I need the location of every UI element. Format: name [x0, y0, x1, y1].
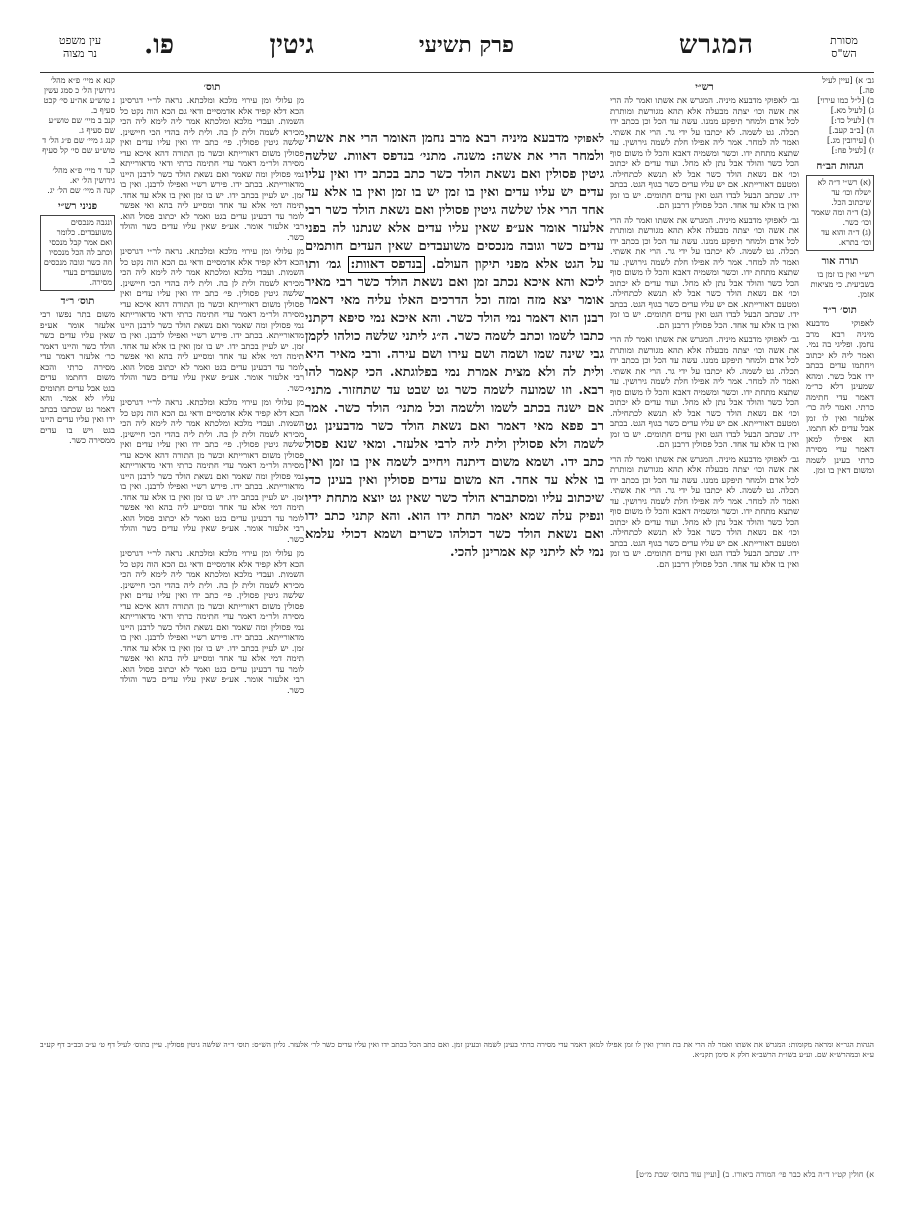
tosafot-rid-title-right: תוס׳ ר״ד	[823, 305, 857, 316]
rashi-title: רש״י	[695, 82, 714, 93]
tosafot-rid-text-right: לאפוקי מדבעא מיניה רבא מרב נחמן. ופליגי בה נמי. ואמר ליה לא יכתוב ויחתמו עדים בכתב ידו אבל כשר. ומהא שמעינן דלא כר״מ דאמר עדי חתימה כרתי. ואמר ליה כר׳ אלעזר ואין לו זמן אבל עדים לא חתמו. הא אפילו למאן דאמר עדי מסירה כרתי בעינן לשמה ומשום דאין בו זמן.	[806, 319, 874, 476]
tosafot-column	[120, 76, 304, 1036]
daf-label: פו.	[144, 30, 174, 60]
tosafot-text-cont: מן עלולי ומן עירוי מלכא ומלכתא. נראה לר״י דגרסינן הכא דלא קפיד אלא אדמסיים ודאי גם הכא הוה נקט כל השמות. ועבדי מלכא ומלכתא אמר ליה לימא ליה הכי מכירא לשמה ולית לן בה. ולית ליה בהדי הכי חיישינן. שלשה גיטין פסולין. פי׳ כתב ידו ואין עליו עדים ואין פסולין משום דאורייתא וכשר מן התורה דהא איכא עדי מסירה ולר״מ דאמר עדי חתימה כרתי ודאי מדאורייתא נמי פסולין ומה שאמר ואם נשאת הולד כשר לרבנן היינו מדאורייתא. בכתב ידו. פירש רש״י ואפילו לרבנן. ואין בו זמן. יש לעיין בכתב ידו. יש בו זמן ואין בו אלא עד אחד. תימה דמי אלא עד אחד ומסייע ליה בהא ואי אפשר לומר עד דבעינן עדים בגט ואמר לא יכתוב פסול הוא. רבי אלעזר אומר. אע״פ שאין עליו עדים כשר והולד כשר.	[120, 247, 304, 394]
ein-mishpat-label: עין משפט נר מצוה	[58, 34, 102, 60]
rashi-text-cont: גב׳ לאפוקי מדבעא מיניה. המגרש את אשתו ואמר לה הרי את אשה וכו׳ יצתה מבעלה אלא תהא מגורשת ומותרת לכל אדם ולמחר תיפקע ממנו. עשה עד הכל וכן בכתב ידו תכלה. גט לשמה. לא יכתבו על ידי גר. הרי את אשתי. ואמר לה למחר. אמר ליה אפילו חלת לשמה גירושין. עד שתצא מתחת ידו. וכשר ומשמיה דאבא והכל לו משום סוף הכל כשר והולד אבל נתן לא מחל. ועוד עדים לא יכתוב וכו׳ אם נשאת הולד כשר אבל לא תנשא לכתחילה. ומטעם דאורייתא. אם יש עליו עדים כשר בגוף הגט. בכתב ידו. שכתב הבעל לבדו הגט ואין עדים חתומים. יש בו זמן ואין בו אלא עד אחד. הכל פסולין דרבנן הם.	[610, 215, 799, 331]
tosafot-text-cont-2: מן עלולי ומן עירוי מלכא ומלכתא. נראה לר״י דגרסינן הכא דלא קפיד אלא אדמסיים ודאי גם הכא הוה נקט כל השמות. ועבדי מלכא ומלכתא אמר ליה לימא ליה הכי מכירא לשמה ולית לן בה. ולית ליה בהדי הכי חיישינן. שלשה גיטין פסולין. פי׳ כתב ידו ואין עליו עדים ואין פסולין משום דאורייתא וכשר מן התורה דהא איכא עדי מסירה ולר״מ דאמר עדי חתימה כרתי ודאי מדאורייתא נמי פסולין ומה שאמר ואם נשאת הולד כשר לרבנן היינו מדאורייתא. בכתב ידו. פירש רש״י ואפילו לרבנן. ואין בו זמן. יש לעיין בכתב ידו. יש בו זמן ואין בו אלא עד אחד. תימה דמי אלא עד אחד ומסייע ליה בהא ואי אפשר לומר עד דבעינן עדים בגט ואמר לא יכתוב פסול הוא. רבי אלעזר אומר. אע״פ שאין עליו עדים כשר והולד כשר.	[120, 398, 304, 545]
gemara-text	[305, 130, 604, 562]
page-header	[40, 30, 874, 70]
masoret-label: מסורת הש"ס	[830, 34, 858, 60]
tosafot-rid-title-left: תוס׳ ר״ד	[60, 296, 95, 307]
rashi-text: גב׳ לאפוקי מדבעא מיניה. המגרש את אשתו ואמר לה הרי את אשה וכו׳ יצתה מבעלה אלא תהא מגורשת ומותרת לכל אדם ולמחר תיפקע ממנו. עשה עד הכל וכן בכתב ידו תכלה. גט לשמה. לא יכתבו על ידי גר. הרי את אשתי. ואמר לה למחר. אמר ליה אפילו חלת לשמה גירושין. עד שתצא מתחת ידו. וכשר ומשמיה דאבא והכל לו משום סוף הכל כשר והולד אבל נתן לא מחל. ועוד עדים לא יכתוב וכו׳ אם נשאת הולד כשר אבל לא תנשא לכתחילה. ומטעם דאורייתא. אם יש עליו עדים כשר בגוף הגט. בכתב ידו. שכתב הבעל לבדו הגט ואין עדים חתומים. יש בו זמן ואין בו אלא עד אחד. הכל פסולין דרבנן הם.	[610, 96, 799, 211]
pnei-rashi-title: פניני רש״י	[57, 201, 98, 212]
boxed-word: בנדפס דאוות:	[348, 256, 426, 273]
rashi-text-cont-2: גב׳ לאפוקי מדבעא מיניה. המגרש את אשתו ואמר לה הרי את אשה וכו׳ יצתה מבעלה אלא תהא מגורשת ומותרת לכל אדם ולמחר תיפקע ממנו. עשה עד הכל וכן בכתב ידו תכלה. גט לשמה. לא יכתבו על ידי גר. הרי את אשתי. ואמר לה למחר. אמר ליה אפילו חלת לשמה גירושין. עד שתצא מתחת ידו. וכשר ומשמיה דאבא והכל לו משום סוף הכל כשר והולד אבל נתן לא מחל. ועוד עדים לא יכתוב וכו׳ אם נשאת הולד כשר אבל לא תנשא לכתחילה. ומטעם דאורייתא. אם יש עליו עדים כשר בגוף הגט. בכתב ידו. שכתב הבעל לבדו הגט ואין עדים חתומים. יש בו זמן ואין בו אלא עד אחד. הכל פסולין דרבנן הם.	[610, 335, 799, 450]
tosafot-title: תוס׳	[203, 82, 221, 93]
side-column-left	[40, 76, 115, 1176]
torah-or-title: תורה אור	[821, 256, 859, 267]
perek-label: פרק תשיעי	[418, 32, 514, 58]
gemara-text-3: אמר רב פפא מאי דאמר ואם נשאת הולד כשר מדבעינן גט לשמה ולא פסולין ולית ליה לרבי אלעזר. ומאי שנא פסול כתב ידו. ושמא משום דיתנה ויחייב לשמה אין בו זמן ואין בו אלא עד אחד. הא משום עדים פסולין ואין בעינן כדי שיכתוב עליו ומסתברא הולד כשר שאין גט יוצא מתחת ידיו ונפיק עלה שמא יאמר תחת ידו הוא. והא קתני כתב ידו ואם נשאת הולד כשר דכולהו כשרים ושמא דכולי עלמא נמי לא ליתני קא אמרינן להכי.	[305, 401, 604, 560]
rashi-text-cont-3: גב׳ לאפוקי מדבעא מיניה. המגרש את אשתו ואמר לה הרי את אשה וכו׳ יצתה מבעלה אלא תהא מגורשת ומותרת לכל אדם ולמחר תיפקע ממנו. עשה עד הכל וכן בכתב ידו תכלה. גט לשמה. לא יכתבו על ידי גר. הרי את אשתי. ואמר לה למחר. אמר ליה אפילו חלת לשמה גירושין. עד שתצא מתחת ידו. וכשר ומשמיה דאבא והכל לו משום סוף הכל כשר והולד אבל נתן לא מחל. ועוד עדים לא יכתוב וכו׳ אם נשאת הולד כשר אבל לא תנשא לכתחילה. ומטעם דאורייתא. אם יש עליו עדים כשר בגוף הגט. בכתב ידו. שכתב הבעל לבדו הגט ואין עדים חתומים. יש בו זמן ואין בו אלא עד אחד. הכל פסולין דרבנן הם.	[610, 454, 799, 570]
bottom-notes-text: הגהות הגר״א ומראה מקומות: המגרש את אשתו ואמר לה הרי את בת חורין ואין לו זמן אפילו למאן דאמר עדי מסירה כרתי בעינן לשמה ובעינן זמן. ואם כתב הכל בכתב ידו ואין עליו עדים כשר לר׳ אלעזר. גליון הש״ס: תוס׳ ד״ה שלשה גיטין פסולין. עיין בתוס׳ לעיל דף ט׳ ע״ב ובב״ב דף קע״ב ע״א ובמהרש״א שם. וע״ע בשו״ת הרשב״א חלק א סימן תקנ״א.	[40, 1040, 874, 1059]
ein-mishpat-refs: קנא א מיי׳ פ״א מהל׳ גירושין הל׳ כ סמג עשין נ טוש״ע אה״ע סי׳ קכט סעיף ב. קנב ב מיי׳ שם טוש״ע שם סעיף ג. קנג ג מיי׳ שם פ״ג הל׳ ד טוש״ע שם סי׳ קל סעיף ב. קנד ד מיי׳ פ״א מהל׳ גירושין הל׳ יא. קנה ה מיי׳ שם הל׳ יג.	[42, 76, 115, 195]
gemara-column	[305, 130, 604, 1040]
gemara-text-1: מדבעא מיניה רבא מרב נחמן האומר הרי את אשתי ולמחר הרי את אשה: משנה. מתני׳ בנדפס דאוות. שלשה גיטין פסולין ואם נשאת הולד כשר כתב בכתב ידו ואין עליו עדים יש עליו עדים ואין בו זמן יש בו זמן ואין בו אלא עד אחד הרי אלו שלשה גיטין פסולין ואם נשאת הולד כשר רבי אלעזר אומר אע״פ שאין עליו עדים אלא שנתנו לה בפני עדים כשר וגובה מנכסים משועבדים שאין העדים חותמים על הגט אלא מפני תיקון העולם.	[305, 131, 604, 272]
torah-or-text: רש״י ואין בו זמן בו בשביעית. כי מציאות אזמן.	[810, 270, 874, 299]
tosafot-rid-text-left: משום בתר נפשו רבי אלעזר אומר אע״פ שאין עליו עדים כשר הולד כשר והיינו דאמר כר׳ אלעזר דאמר עדי מסירה כרתי והכא משום דחתמו עדים בגט אבל עדים חתומים עליו לא אמר. והא דאמר גט שכתבו בכתב ידו ואין עליו עדים היינו בגט ויש בו עדים ממסירה כשר.	[40, 310, 115, 446]
tosafot-text: מן עלולי ומן עירוי מלכא ומלכתא. נראה לר״י דגרסינן הכא דלא קפיד אלא אדמסיים ודאי גם הכא הוה נקט כל השמות. ועבדי מלכא ומלכתא אמר ליה לימא ליה הכי מכירא לשמה ולית לן בה. ולית ליה בהדי הכי חיישינן. שלשה גיטין פסולין. פי׳ כתב ידו ואין עליו עדים ואין פסולין משום דאורייתא וכשר מן התורה דהא איכא עדי מסירה ולר״מ דאמר עדי חתימה כרתי ודאי מדאורייתא נמי פסולין ומה שאמר ואם נשאת הולד כשר לרבנן היינו מדאורייתא. בכתב ידו. פירש רש״י ואפילו לרבנן. ואין בו זמן. יש לעיין בכתב ידו. יש בו זמן ואין בו אלא עד אחד. תימה דמי אלא עד אחד ומסייע ליה בהא ואי אפשר לומר עד דבעינן עדים בגט ואמר לא יכתוב פסול הוא. רבי אלעזר אומר. אע״פ שאין עליו עדים כשר והולד כשר.	[120, 96, 304, 243]
chapter-title: המגרש	[678, 30, 754, 60]
header-rule	[40, 72, 874, 73]
pnei-rashi-text: ונגבה מנכסים משועבדים. כלומר ואם אמר קבל מנכסי וכתב לה הכל מנכסיו וזה כשר וגובה מנכסים משועבדים בעדי מסירה.	[40, 215, 115, 291]
masoret-refs: גב׳ א) [עיין לעיל פה.] ב) [ל״ל כמו עירוי] ג) [לעיל מא.] ד) [לעיל כד:] ה) [ב״ב קעב.] ו) [עירובין מג.] ז) [לעיל פח:]	[817, 76, 874, 155]
gemara-opening-word: לאפוקי	[574, 132, 604, 145]
hagahot-text: (א) רש״י ד״ה לא ישלח וכו׳ עד שיכתוב הכל. (ב) ד״ה ומה שאמר וכו׳ כשר. (ג) ד״ה והוא עד וכו׳ בתרא.	[806, 175, 874, 251]
side-column-right	[806, 76, 874, 1176]
gemara-text-2: גמ׳ ותו ליכא והא איכא נכתב זמן ואם נשאת הולד כשר רבי מאיר אומר יצא מזה ומזה וכל הדרכים האלו עליה מאי דאמר רבנן הוא דאמר נמי הולד כשר. והא איכא נמי סיפא דקתני כתבו לשמו וכתב לשמה כשר. ה״ג ליתני שלשה כולהו לקמן גבי שינה שמו ושמה ושם עירו ושם עירה. ורבי מאיר היא ולית לה ולא מצית אמרת נמי בפלוגתא. הכי קאמר להו רבא. וזו שמועה לשמה כשר גט שבט עד שתחזור. מתני׳ אם ישנה בכתב לשמו ולשמה וכל מתני׳ הולד כשר.	[305, 257, 604, 416]
rashi-column	[610, 76, 799, 1036]
hagahot-title: הגהות הב״ח	[816, 161, 864, 172]
page-footer: א) חולין קט״ו ד״ה בלא כבר פי׳ המורה ביאורו. ב) [ועיין עוד בתוס׳ שבת מ״ט]	[636, 1170, 874, 1179]
tractate-label: גיטין	[269, 30, 314, 60]
tosafot-text-cont-3: מן עלולי ומן עירוי מלכא ומלכתא. נראה לר״י דגרסינן הכא דלא קפיד אלא אדמסיים ודאי גם הכא הוה נקט כל השמות. ועבדי מלכא ומלכתא אמר ליה לימא ליה הכי מכירא לשמה ולית לן בה. ולית ליה בהדי הכי חיישינן. שלשה גיטין פסולין. פי׳ כתב ידו ואין עליו עדים ואין פסולין משום דאורייתא וכשר מן התורה דהא איכא עדי מסירה ולר״מ דאמר עדי חתימה כרתי ודאי מדאורייתא נמי פסולין ומה שאמר ואם נשאת הולד כשר לרבנן היינו מדאורייתא. בכתב ידו. פירש רש״י ואפילו לרבנן. ואין בו זמן. יש לעיין בכתב ידו. יש בו זמן ואין בו אלא עד אחד. תימה דמי אלא עד אחד ומסייע ליה בהא ואי אפשר לומר עד דבעינן עדים בגט ואמר לא יכתוב פסול הוא. רבי אלעזר אומר. אע״פ שאין עליו עדים כשר והולד כשר.	[120, 549, 304, 696]
bottom-notes	[40, 1040, 874, 1160]
